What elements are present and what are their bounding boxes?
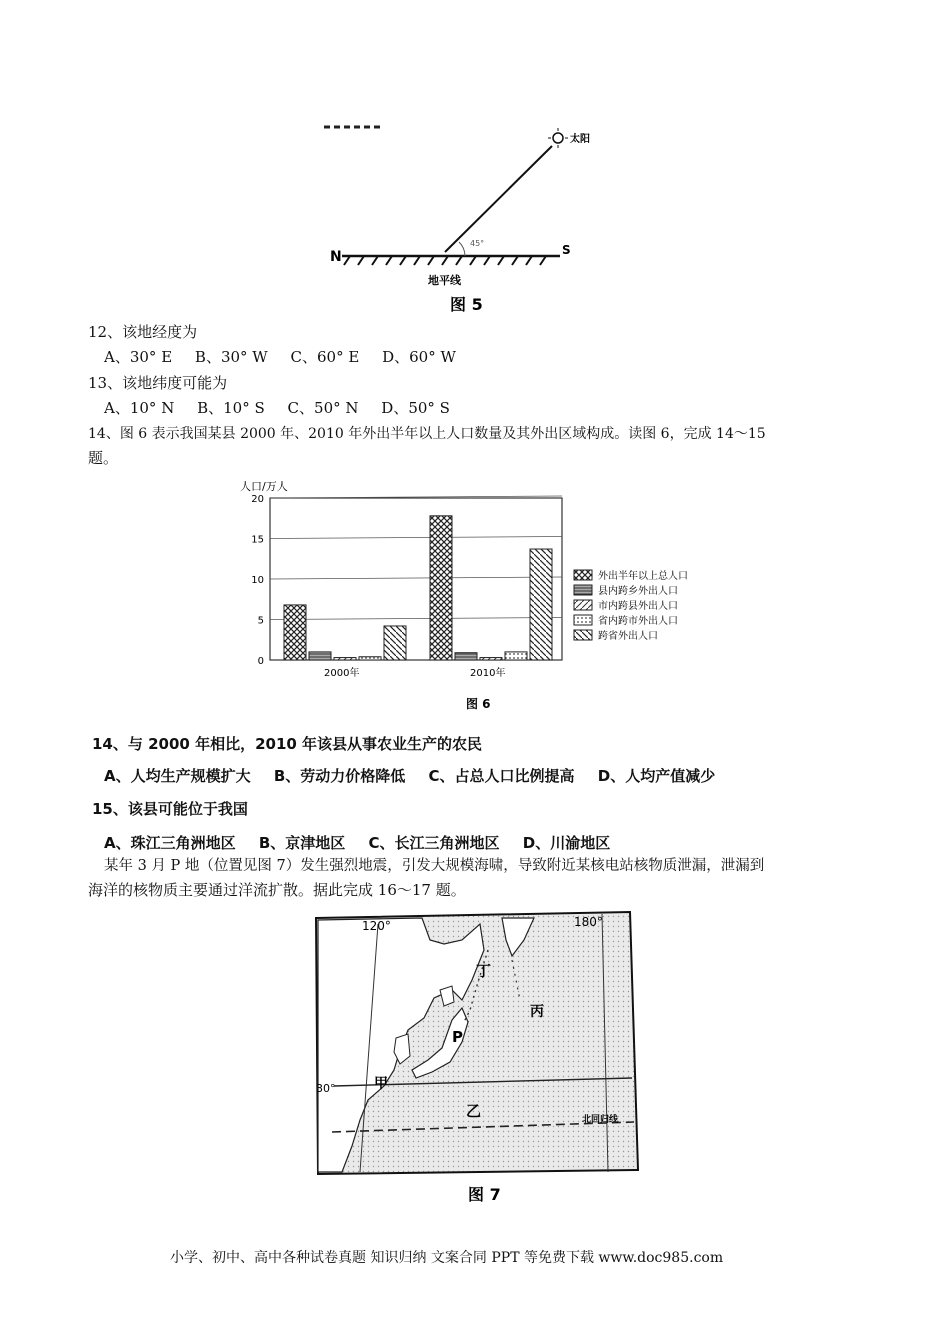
south-label: S xyxy=(562,243,571,257)
q15-options xyxy=(104,832,628,853)
q12-stem: 12、该地经度为 xyxy=(88,323,198,341)
gridline xyxy=(270,537,562,539)
intro14-line2: 题。 xyxy=(88,449,119,467)
legend-label: 外出半年以上总人口 xyxy=(598,571,688,582)
q14-option-c[interactable]: C、占总人口比例提高 xyxy=(428,767,575,785)
x-category-label: 2010年 xyxy=(470,668,506,679)
q14-options xyxy=(104,765,733,786)
label-yi: 乙 xyxy=(466,1102,482,1120)
bar-4-2010年 xyxy=(505,652,527,660)
legend-swatch xyxy=(574,570,592,580)
figure-7-map xyxy=(312,910,652,1210)
intro16-line1: 某年 3 月 P 地（位置见图 7）发生强烈地震，引发大规模海啸，导致附近某核电站核物质泄漏，泄漏到 xyxy=(104,858,765,874)
q13-option-d[interactable]: D、50° S xyxy=(381,399,450,417)
q13-stem: 13、该地纬度可能为 xyxy=(88,374,228,392)
q12-options xyxy=(104,347,474,367)
q14-option-a[interactable]: A、人均生产规模扩大 xyxy=(104,767,251,785)
fig6-caption: 图 6 xyxy=(466,697,491,711)
sun-label: 太阳 xyxy=(570,134,590,145)
q15-option-b[interactable]: B、京津地区 xyxy=(258,834,346,852)
legend-label: 县内跨乡外出人口 xyxy=(598,586,678,597)
bar-1-2010年 xyxy=(430,516,452,660)
label-bing: 丙 xyxy=(530,1004,544,1020)
gridline xyxy=(270,618,562,620)
q15-option-a[interactable]: A、珠江三角洲地区 xyxy=(104,834,236,852)
gridlines xyxy=(270,496,562,620)
bar-3-2000年 xyxy=(334,658,356,660)
q14-option-b[interactable]: B、劳动力价格降低 xyxy=(273,767,406,785)
legend-label: 省内跨市外出人口 xyxy=(598,616,678,627)
q15-option-c[interactable]: C、长江三角洲地区 xyxy=(368,834,500,852)
bar-4-2000年 xyxy=(359,657,381,660)
figure-5 xyxy=(320,120,590,320)
legend-swatch xyxy=(574,630,592,640)
q12-option-b[interactable]: B、30° W xyxy=(194,348,268,366)
chart-ylabel: 人口/万人 xyxy=(240,480,288,493)
bar-5-2000年 xyxy=(384,626,406,660)
q15-option-d[interactable]: D、川渝地区 xyxy=(522,834,611,852)
y-tick-label: 5 xyxy=(257,615,264,627)
q13-option-b[interactable]: B、10° S xyxy=(197,399,265,417)
page-footer: 小学、初中、高中各种试卷真题 知识归纳 文案合同 PPT 等免费下载 www.doc985.com xyxy=(170,1250,724,1266)
chart-legend xyxy=(574,569,688,642)
figure-6-chart xyxy=(228,476,728,716)
tropic-label: 北回归线 xyxy=(582,1115,619,1125)
label-jia: 甲 xyxy=(374,1076,388,1092)
lon-180-label: 180° xyxy=(574,915,603,929)
q12-option-d[interactable]: D、60° W xyxy=(382,348,456,366)
y-axis-ticks xyxy=(251,494,264,667)
y-tick-label: 10 xyxy=(251,575,264,586)
x-category-label: 2000年 xyxy=(324,668,360,679)
q12-option-c[interactable]: C、60° E xyxy=(290,348,360,366)
bar-3-2010年 xyxy=(480,658,502,660)
bar-2-2000年 xyxy=(309,652,331,660)
y-tick-label: 15 xyxy=(251,534,264,546)
sun-icon xyxy=(548,128,568,148)
q12-option-a[interactable]: A、30° E xyxy=(104,348,173,366)
q14-option-d[interactable]: D、人均产值减少 xyxy=(597,767,716,785)
y-tick-label: 20 xyxy=(251,494,264,505)
intro14-line1: 14、图 6 表示我国某县 2000 年、2010 年外出半年以上人口数量及其外出区域构成。读图 6，完成 14～15 xyxy=(88,426,766,442)
horizon-hatching xyxy=(344,256,546,265)
x-axis-categories xyxy=(324,666,505,679)
q15-stem: 15、该县可能位于我国 xyxy=(92,800,248,818)
legend-swatch xyxy=(574,585,592,595)
q13-options xyxy=(104,398,468,418)
fig5-caption: 图 5 xyxy=(450,295,483,314)
q14-stem: 14、与 2000 年相比，2010 年该县从事农业生产的农民 xyxy=(92,735,483,753)
legend-swatch xyxy=(574,600,592,610)
label-ding: 丁 xyxy=(476,962,492,980)
bar-1-2000年 xyxy=(284,605,306,660)
label-p: P xyxy=(452,1028,463,1046)
fig7-caption: 图 7 xyxy=(468,1185,501,1204)
legend-label: 跨省外出人口 xyxy=(598,631,658,642)
q13-option-a[interactable]: A、10° N xyxy=(104,399,175,417)
q13-option-c[interactable]: C、50° N xyxy=(287,399,359,417)
y-tick-label: 0 xyxy=(257,656,264,667)
legend-label: 市内跨县外出人口 xyxy=(598,601,678,612)
lon-120-label: 120° xyxy=(362,919,391,933)
lat-30-label: 30° xyxy=(316,1082,336,1095)
bar-2-2010年 xyxy=(455,653,477,660)
horizon-label: 地平线 xyxy=(428,274,461,287)
north-label: N xyxy=(330,249,342,265)
intro16-line2: 海洋的核物质主要通过洋流扩散。据此完成 16～17 题。 xyxy=(88,881,466,899)
angle-label: 45° xyxy=(470,239,485,248)
gridline xyxy=(270,577,562,579)
legend-swatch xyxy=(574,615,592,625)
bar-5-2010年 xyxy=(530,549,552,660)
